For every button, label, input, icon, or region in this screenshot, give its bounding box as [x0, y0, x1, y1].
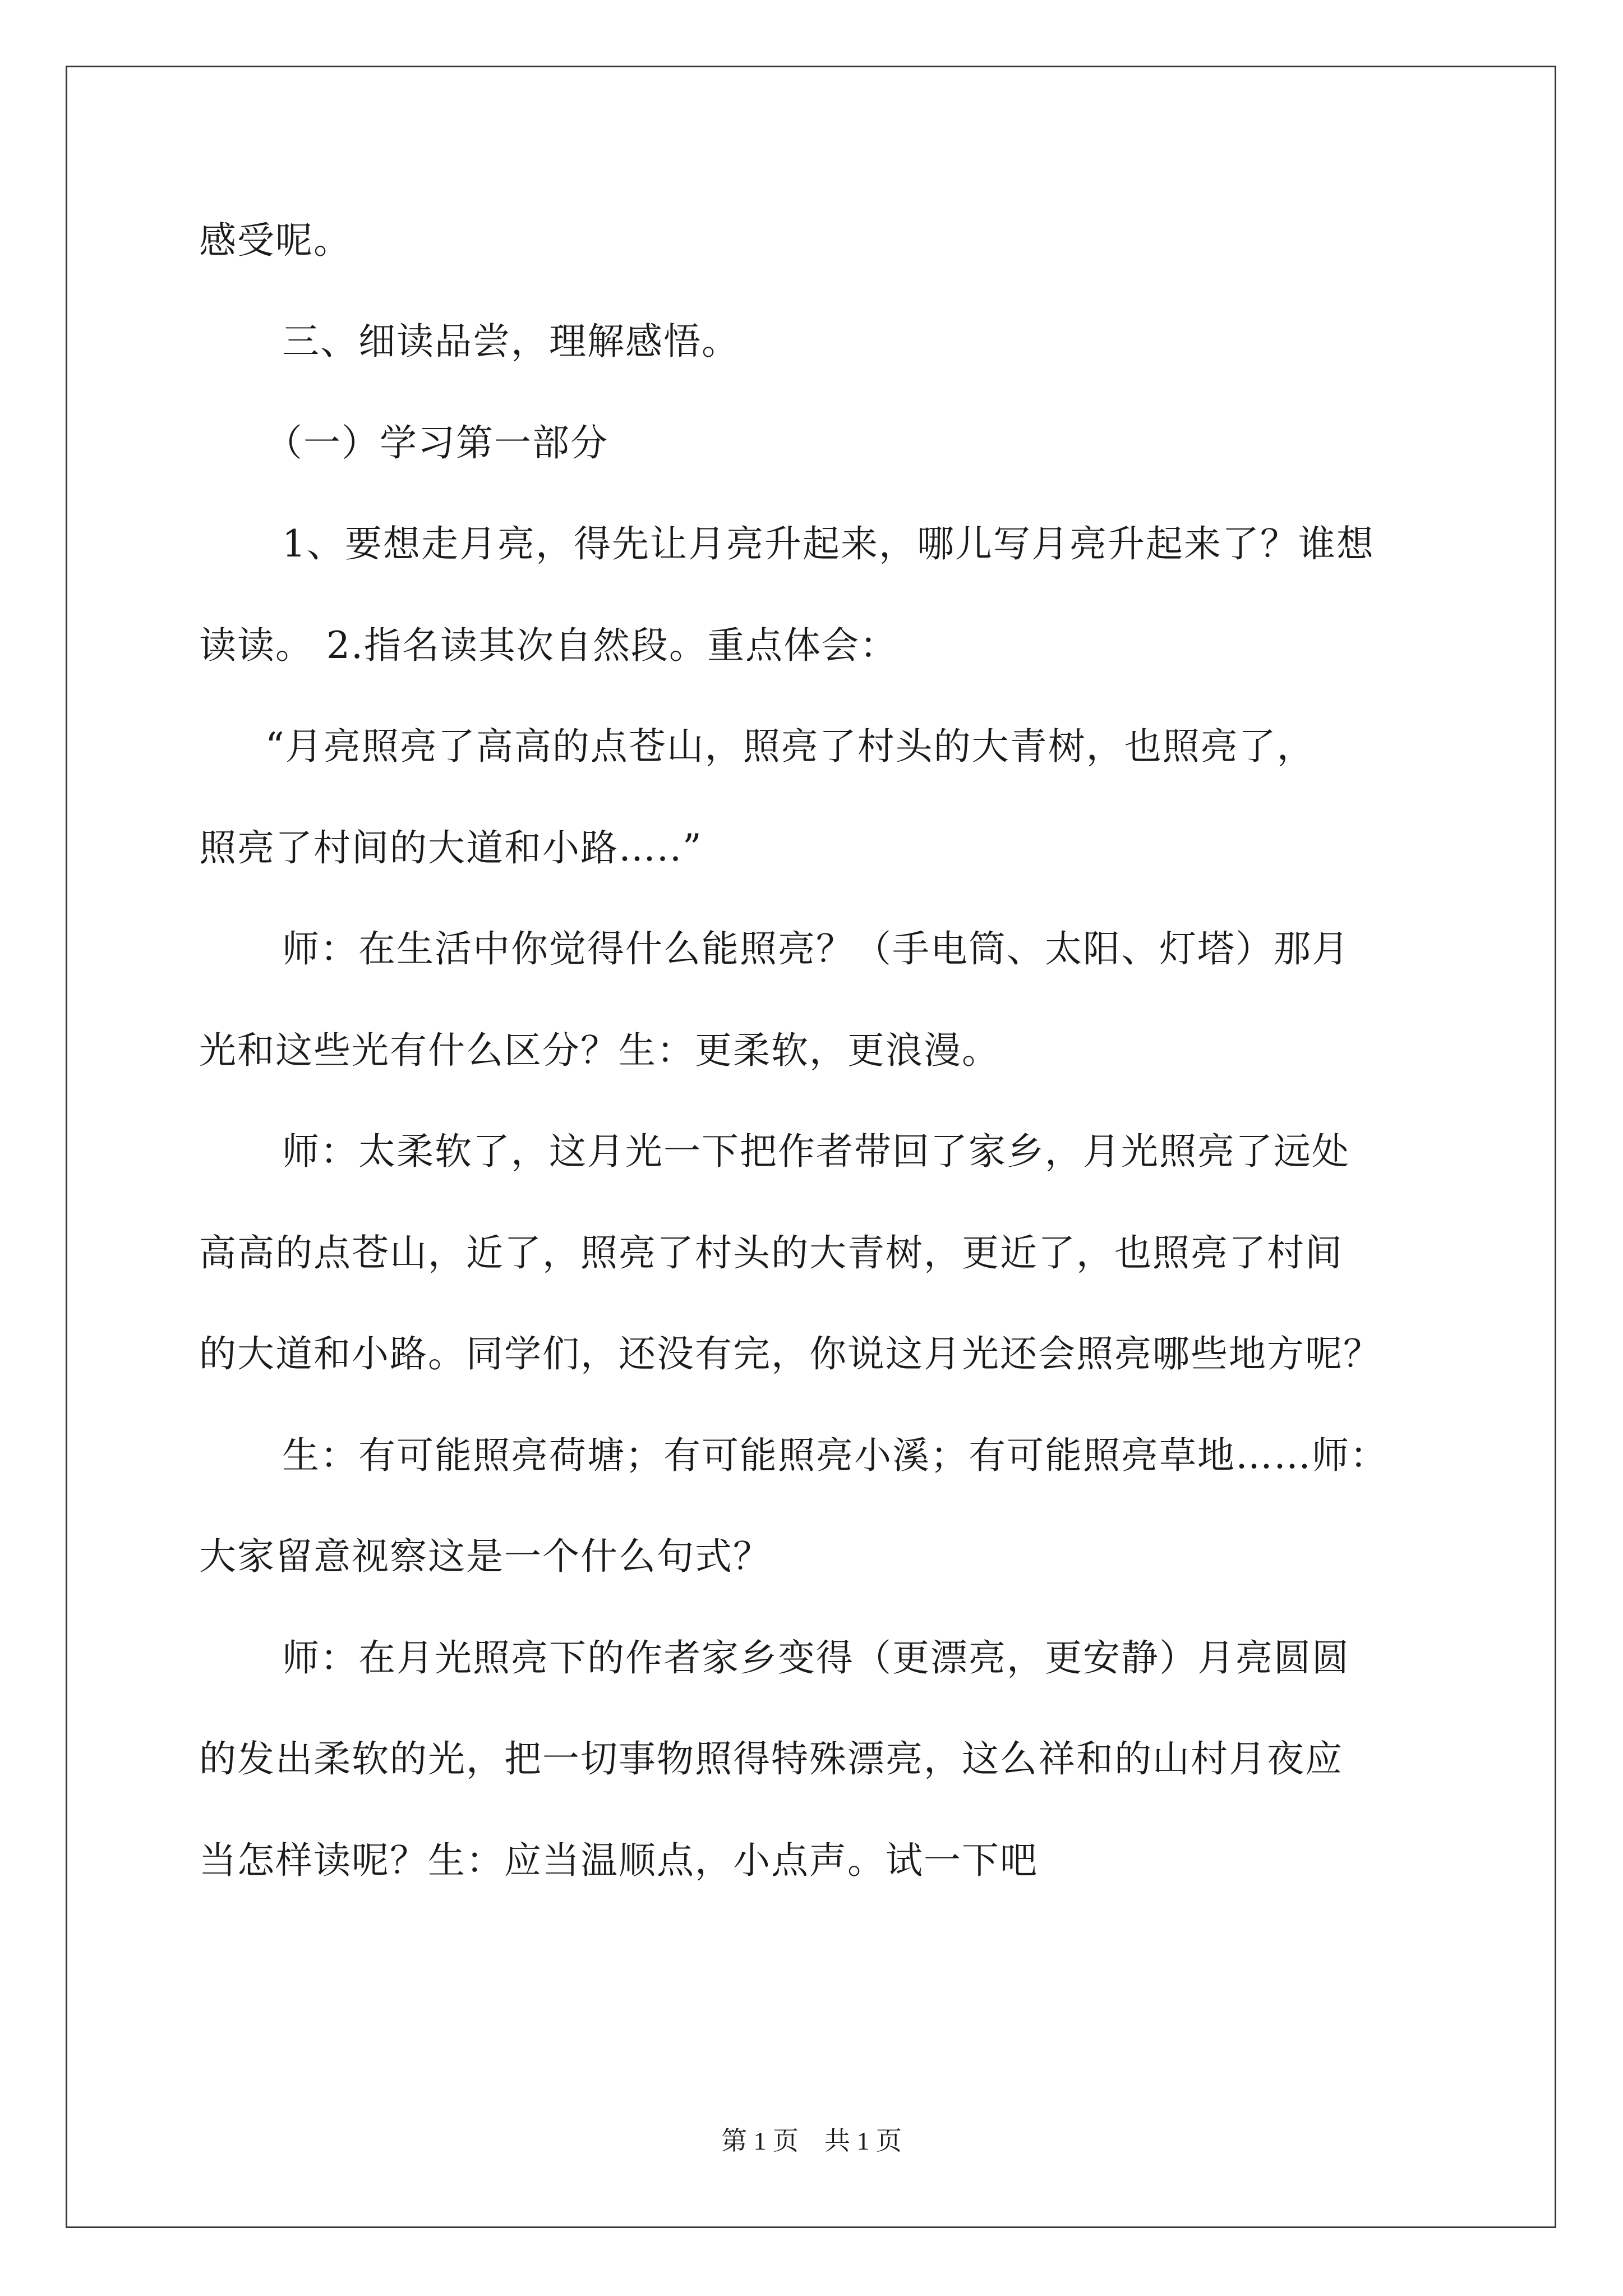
subsection-heading: （一）学习第一部分 — [265, 421, 608, 464]
text-line: 当怎样读呢？生：应当温顺点，小点声。试一下吧 — [199, 1839, 1038, 1882]
text-line: 高高的点苍山，近了，照亮了村头的大青树，更近了，也照亮了村间 — [199, 1231, 1343, 1274]
quote-line: 照亮了村间的大道和小路…..” — [199, 826, 703, 869]
text-line: 1、要想走月亮，得先让月亮升起来，哪儿写月亮升起来了？谁想 — [282, 522, 1375, 565]
text-line: 生：有可能照亮荷塘；有可能照亮小溪；有可能照亮草地……师： — [282, 1434, 1388, 1477]
quote-line: “月亮照亮了高高的点苍山，照亮了村头的大青树，也照亮了， — [265, 725, 1315, 768]
text-line: 的大道和小路。同学们，还没有完，你说这月光还会照亮哪些地方呢？ — [199, 1332, 1381, 1375]
text-line: 师：太柔软了，这月光一下把作者带回了家乡，月光照亮了远处 — [282, 1130, 1350, 1173]
text-line: 师：在生活中你觉得什么能照亮？（手电筒、太阳、灯塔）那月 — [282, 927, 1350, 970]
section-heading: 三、细读品尝，理解感悟。 — [282, 320, 740, 363]
text-line: 的发出柔软的光，把一切事物照得特殊漂亮，这么祥和的山村月夜应 — [199, 1737, 1343, 1780]
text-line: 大家留意视察这是一个什么句式？ — [199, 1535, 771, 1578]
text-line: 读读。 2.指名读其次自然段。重点体会： — [199, 624, 898, 667]
page-number-footer: 第 1 页 共 1 页 — [721, 2127, 902, 2155]
text-line: 师：在月光照亮下的作者家乡变得（更漂亮，更安静）月亮圆圆 — [282, 1636, 1350, 1680]
text-line: 光和这些光有什么区分？生：更柔软，更浪漫。 — [199, 1029, 1000, 1072]
text-line: 感受呢。 — [199, 219, 352, 262]
